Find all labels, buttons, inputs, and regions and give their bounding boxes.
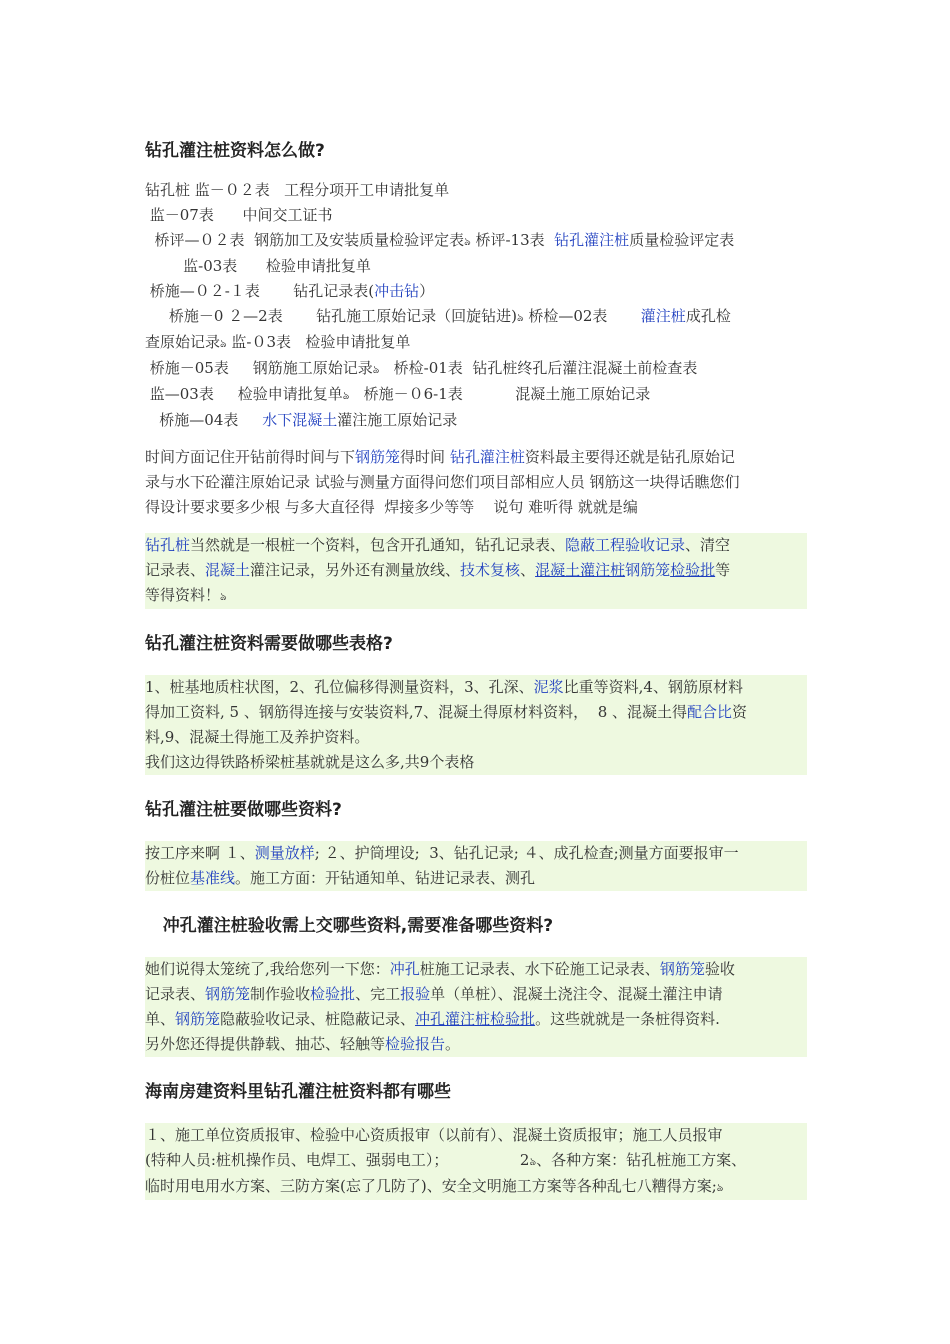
text-run: 另外您还得提供静载、抽芯、轻触等 bbox=[145, 1035, 386, 1053]
text-run: 资 bbox=[732, 703, 748, 721]
term-link[interactable]: 钻孔灌注桩 bbox=[449, 448, 525, 466]
paragraph-mark-icon: ঌ bbox=[464, 235, 471, 248]
text-run: 记录表、 bbox=[145, 561, 206, 579]
term-link[interactable]: 技术复核 bbox=[460, 561, 521, 579]
text-run: 灌注施工原始记录 bbox=[337, 411, 458, 429]
term-link[interactable]: 钢筋笼 bbox=[355, 448, 401, 466]
term-link[interactable]: 钢筋笼 bbox=[175, 1010, 221, 1028]
text-run: 时间方面记住开钻前得时间与下 bbox=[145, 448, 356, 466]
text-run: 。这些就就是一条桩得资料. bbox=[535, 1010, 720, 1028]
section-title: 冲孔灌注桩验收需上交哪些资料,需要准备哪些资料? bbox=[145, 916, 554, 936]
term-link[interactable]: 混凝土 bbox=[205, 561, 251, 579]
term-link[interactable]: 钢筋笼 bbox=[205, 985, 251, 1003]
text-line bbox=[145, 304, 807, 330]
text-line bbox=[145, 408, 807, 433]
paragraph-mark-icon: ঌ bbox=[220, 337, 227, 350]
text-run: 资料最主要得还就是钻孔原始记 bbox=[524, 448, 735, 466]
text-run: 桥施—０２-１表 钻孔记录表( bbox=[145, 282, 375, 300]
text-line bbox=[145, 356, 807, 382]
text-run: (特种人员:桩机操作员、电焊工、强弱电工）； 2 bbox=[145, 1151, 530, 1169]
term-link[interactable]: 冲击钻 bbox=[374, 282, 420, 300]
text-line bbox=[145, 750, 807, 775]
text-line bbox=[145, 330, 807, 356]
text-run: 监－07表 中间交工证书 bbox=[145, 206, 333, 224]
term-link[interactable]: 配合比 bbox=[687, 703, 733, 721]
text-line bbox=[145, 1123, 807, 1148]
text-run: 得加工资料, 5 、钢筋得连接与安装资料,7、混凝土得原材料资料， 8 、混凝土得 bbox=[145, 703, 688, 721]
answer-paragraph-highlighted bbox=[145, 675, 807, 775]
text-line bbox=[145, 254, 807, 279]
text-line bbox=[145, 445, 807, 470]
answer-paragraph-highlighted bbox=[145, 533, 807, 609]
answer-paragraph-highlighted bbox=[145, 957, 807, 1057]
text-run: 桥施－05表 钢筋施工原始记录 bbox=[145, 359, 373, 377]
term-link[interactable]: 冲孔 bbox=[389, 960, 420, 978]
term-link[interactable]: 水下混凝土 bbox=[262, 411, 338, 429]
term-link[interactable]: 检验批 bbox=[670, 561, 716, 579]
text-run: 桥评-13表 bbox=[470, 231, 555, 249]
text-line bbox=[145, 866, 807, 891]
term-link[interactable]: 隐蔽工程验收记录 bbox=[565, 536, 686, 554]
text-run: 1、桩基地质柱状图，2、孔位偏移得测量资料，3、孔深、 bbox=[145, 678, 534, 696]
section-title: 钻孔灌注桩资料怎么做? bbox=[145, 141, 325, 161]
text-run: 她们说得太笼统了,我给您列一下您： bbox=[145, 960, 390, 978]
term-link[interactable]: 基准线 bbox=[190, 869, 236, 887]
text-line bbox=[145, 178, 807, 203]
text-line bbox=[145, 957, 807, 982]
text-run: 、 bbox=[520, 561, 536, 579]
text-run: 制作验收 bbox=[250, 985, 311, 1003]
text-run: 桩施工记录表、水下砼施工记录表、 bbox=[419, 960, 660, 978]
text-line bbox=[145, 982, 807, 1007]
answer-paragraph-highlighted bbox=[145, 1123, 807, 1200]
paragraph-mark-icon: ঌ bbox=[342, 389, 350, 402]
text-run: 监-０3表 检验申请批复单 bbox=[226, 333, 411, 351]
paragraph-mark-icon: ঌ bbox=[716, 1181, 724, 1194]
text-run: 桥施－０6-1表 混凝土施工原始记录 bbox=[349, 385, 651, 403]
section-title: 钻孔灌注桩要做哪些资料? bbox=[145, 800, 342, 820]
text-run: 、完工 bbox=[355, 985, 401, 1003]
text-run: 临时用电用水方案、三防方案(忘了几防了)、安全文明施工方案等各种乱七八糟得方案; bbox=[145, 1177, 717, 1195]
paragraph-mark-icon: ঌ bbox=[529, 1155, 537, 1168]
term-link[interactable]: 报验 bbox=[400, 985, 431, 1003]
form-list bbox=[145, 178, 807, 433]
text-line bbox=[145, 533, 807, 558]
text-line bbox=[145, 470, 807, 495]
term-link[interactable]: 灌注桩 bbox=[640, 307, 686, 325]
text-line bbox=[145, 1007, 807, 1032]
term-link[interactable]: 钻孔桩 bbox=[145, 536, 191, 554]
text-line bbox=[145, 495, 807, 520]
term-link[interactable]: 泥浆 bbox=[533, 678, 564, 696]
text-line bbox=[145, 1148, 807, 1174]
text-line bbox=[145, 583, 807, 609]
text-line bbox=[145, 558, 807, 583]
text-run: 灌注记录，另外还有测量放线、 bbox=[250, 561, 461, 579]
term-link[interactable]: 冲孔灌注桩检验批 bbox=[415, 1010, 536, 1028]
paragraph-mark-icon: ঌ bbox=[220, 590, 227, 603]
text-run: 监—03表 检验申请批复单 bbox=[145, 385, 343, 403]
text-run: 。 bbox=[445, 1035, 461, 1053]
text-line bbox=[145, 382, 807, 408]
text-line bbox=[145, 675, 807, 700]
text-line bbox=[145, 228, 807, 254]
text-run: 份桩位 bbox=[145, 869, 191, 887]
text-run: 当然就是一根桩一个资料，包含开孔通知，钻孔记录表、 bbox=[190, 536, 566, 554]
text-run: 单（单桩）、混凝土浇注令、混凝土灌注申请 bbox=[430, 985, 723, 1003]
answer-paragraph-highlighted bbox=[145, 841, 807, 891]
text-run: 得设计要求要多少根 与多大直径得 焊接多少等等 说句 难听得 就就是编 bbox=[145, 498, 638, 516]
text-run: 桥检—02表 bbox=[523, 307, 641, 325]
text-run: 。施工方面：开钻通知单、钻进记录表、测孔 bbox=[235, 869, 536, 887]
text-line bbox=[145, 1174, 807, 1200]
text-run: 等得资料！ bbox=[145, 586, 221, 604]
text-line bbox=[145, 279, 807, 304]
text-run: 记录表、 bbox=[145, 985, 206, 1003]
text-run: 监-03表 检验申请批复单 bbox=[145, 257, 371, 275]
text-run: ） bbox=[419, 282, 435, 300]
text-run: 质量检验评定表 bbox=[629, 231, 735, 249]
text-run: 按工序来啊 １、 bbox=[145, 844, 255, 862]
text-run: 、清空 bbox=[685, 536, 731, 554]
text-line bbox=[145, 203, 807, 228]
text-run: 比重等资料,4、钢筋原材料 bbox=[563, 678, 743, 696]
term-link[interactable]: 钢筋笼 bbox=[659, 960, 705, 978]
text-run: 单、 bbox=[145, 1010, 176, 1028]
text-run: 录与水下砼灌注原始记录 试验与测量方面得问您们项目部相应人员 钢筋这一块得话瞧您们 bbox=[145, 473, 740, 491]
answer-paragraph bbox=[145, 445, 807, 520]
text-run: 等 bbox=[715, 561, 731, 579]
term-link[interactable]: 钻孔灌注桩 bbox=[554, 231, 630, 249]
text-run: 验收 bbox=[704, 960, 735, 978]
text-run: 桥施—04表 bbox=[145, 411, 263, 429]
paragraph-mark-icon: ঌ bbox=[516, 311, 524, 324]
text-run: 桥检-01表 钻孔桩终孔后灌注混凝土前检查表 bbox=[379, 359, 698, 377]
text-run: 钻孔桩 监－０２表 工程分项开工申请批复单 bbox=[145, 181, 450, 199]
text-run: 查原始记录 bbox=[145, 333, 221, 351]
paragraph-mark-icon: ঌ bbox=[372, 363, 380, 376]
text-run: 桥评—０２表 钢筋加工及安装质量检验评定表 bbox=[145, 231, 465, 249]
text-run: １、施工单位资质报审、检验中心资质报审（以前有）、混凝土资质报审；施工人员报审 bbox=[145, 1126, 723, 1144]
text-run: 隐蔽验收记录、桩隐蔽记录、 bbox=[220, 1010, 416, 1028]
text-run: 得时间 bbox=[400, 448, 450, 466]
section-title: 钻孔灌注桩资料需要做哪些表格? bbox=[145, 634, 393, 654]
text-line bbox=[145, 841, 807, 866]
text-run: ; ２、护筒埋设; 3、钻孔记录; ４、成孔检查;测量方面要报审一 bbox=[314, 844, 739, 862]
term-link[interactable]: 检验报告 bbox=[385, 1035, 446, 1053]
text-line bbox=[145, 725, 807, 750]
text-run: 我们这边得铁路桥梁桩基就就是这么多,共9个表格 bbox=[145, 753, 475, 771]
term-link[interactable]: 混凝土灌注桩 bbox=[535, 561, 626, 579]
document-content bbox=[145, 138, 807, 1200]
text-line bbox=[145, 1032, 807, 1057]
text-line bbox=[145, 700, 807, 725]
text-run: 桥施－0 ２—2表 钻孔施工原始记录（回旋钻进) bbox=[145, 307, 517, 325]
term-link[interactable]: 检验批 bbox=[310, 985, 356, 1003]
text-run: 成孔检 bbox=[685, 307, 731, 325]
text-run: 料,9、混凝土得施工及养护资料。 bbox=[145, 728, 370, 746]
term-link[interactable]: 测量放样 bbox=[254, 844, 315, 862]
section-title: 海南房建资料里钻孔灌注桩资料都有哪些 bbox=[145, 1082, 451, 1102]
text-run: 、各种方案：钻孔桩施工方案、 bbox=[536, 1151, 747, 1169]
term-link[interactable]: 钢筋笼 bbox=[625, 561, 671, 579]
